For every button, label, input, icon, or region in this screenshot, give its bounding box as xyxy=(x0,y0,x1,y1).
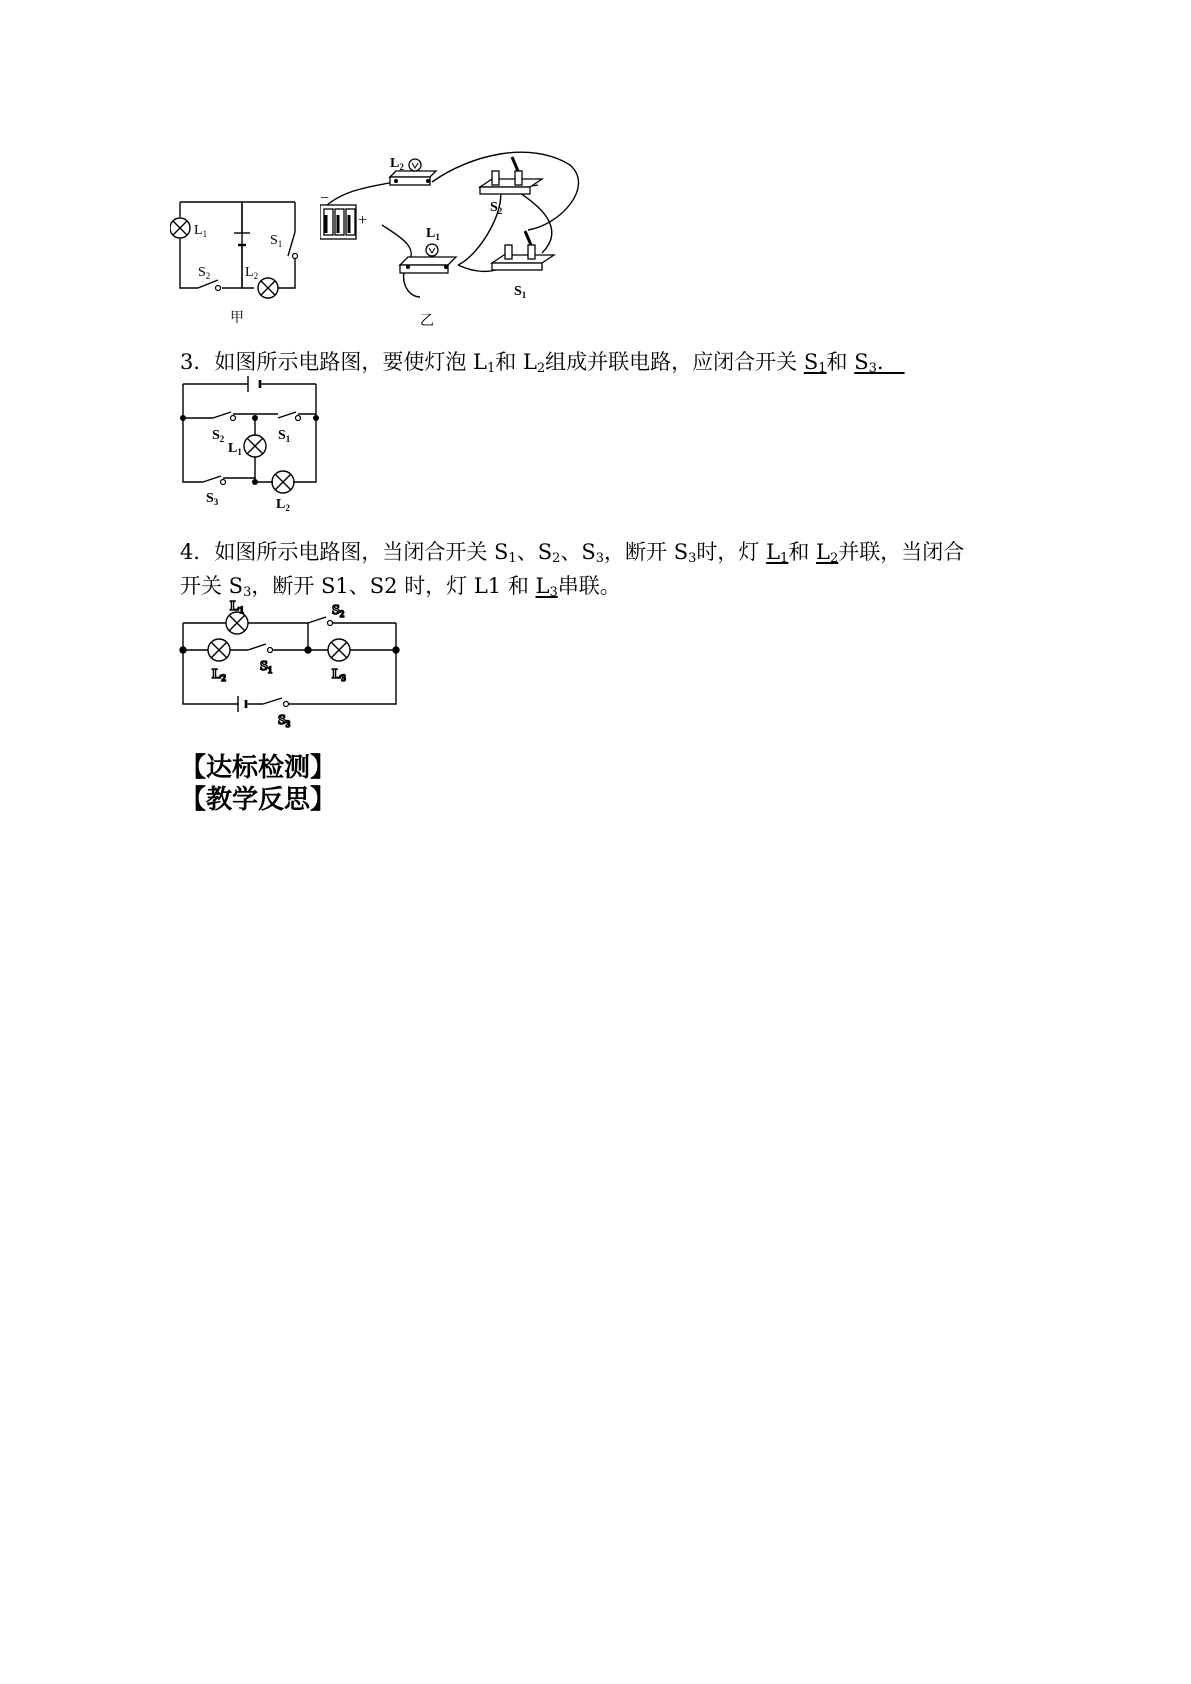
figure-caption-jia: 甲 xyxy=(230,310,244,325)
circuit-figure-jia xyxy=(170,190,320,325)
answer-blank: $S_1$ xyxy=(803,350,827,376)
figure-caption-yi: 乙 xyxy=(420,313,434,329)
label-s1: $S_1$ xyxy=(260,659,273,675)
answer-blank: $L_3$ xyxy=(535,574,558,600)
question-4-line-1: 4．如图所示电路图，当闭合开关 $S_1$、$S_2$、$S_3$，断开 $S_3$时，灯 $L_1$和 $L_2$并联，当闭合 xyxy=(180,540,965,566)
answer-blank: $S_3$. xyxy=(854,350,884,376)
label-l2-physical: $L_2$ xyxy=(390,156,404,172)
answer-blank: $L_2$ xyxy=(816,540,839,566)
label-s2: $S_2$ xyxy=(198,265,211,281)
label-s1: $S_1$ xyxy=(278,428,291,444)
answer-blank: $L_1$ xyxy=(766,540,789,566)
label-s2: $S_2$ xyxy=(332,603,345,619)
label-l3: $L_3$ xyxy=(332,667,346,683)
label-l1: $L_1$ xyxy=(228,441,242,457)
circuit-figure-yi xyxy=(320,145,610,330)
label-l2: $L_2$ xyxy=(212,667,226,683)
label-s3: $S_3$ xyxy=(206,491,219,507)
label-s2-physical: $S_2$ xyxy=(490,200,503,216)
heading-assessment: 【达标检测】 xyxy=(180,753,337,783)
label-l1: $L_1$ xyxy=(230,599,244,615)
question-3: 3．如图所示电路图，要使灯泡 $L_1$和 $L_2$组成并联电路，应闭合开关 $S_1$和 $S_3$. xyxy=(180,345,905,379)
question-4-line-2: 开关 $S_3$，断开 S1、S2 时，灯 L1 和 $L_3$串联。 xyxy=(180,574,621,600)
circuit-figure-q4 xyxy=(178,598,408,733)
label-l1-physical: $L_1$ xyxy=(426,226,440,242)
label-s2: $S_2$ xyxy=(212,428,225,444)
label-l2: $L_2$ xyxy=(245,265,259,281)
label-l1: $L_1$ xyxy=(194,223,208,239)
circuit-figure-q3 xyxy=(178,372,328,512)
label-s1: $S_1$ xyxy=(270,233,283,249)
label-l2: $L_2$ xyxy=(276,497,290,512)
heading-reflection: 【教学反思】 xyxy=(180,785,337,815)
label-s3: $S_3$ xyxy=(278,713,291,729)
label-s1-physical: $S_1$ xyxy=(514,284,527,300)
battery-plus: + xyxy=(358,212,368,229)
battery-minus: − xyxy=(320,190,330,207)
question-4 xyxy=(180,535,964,603)
